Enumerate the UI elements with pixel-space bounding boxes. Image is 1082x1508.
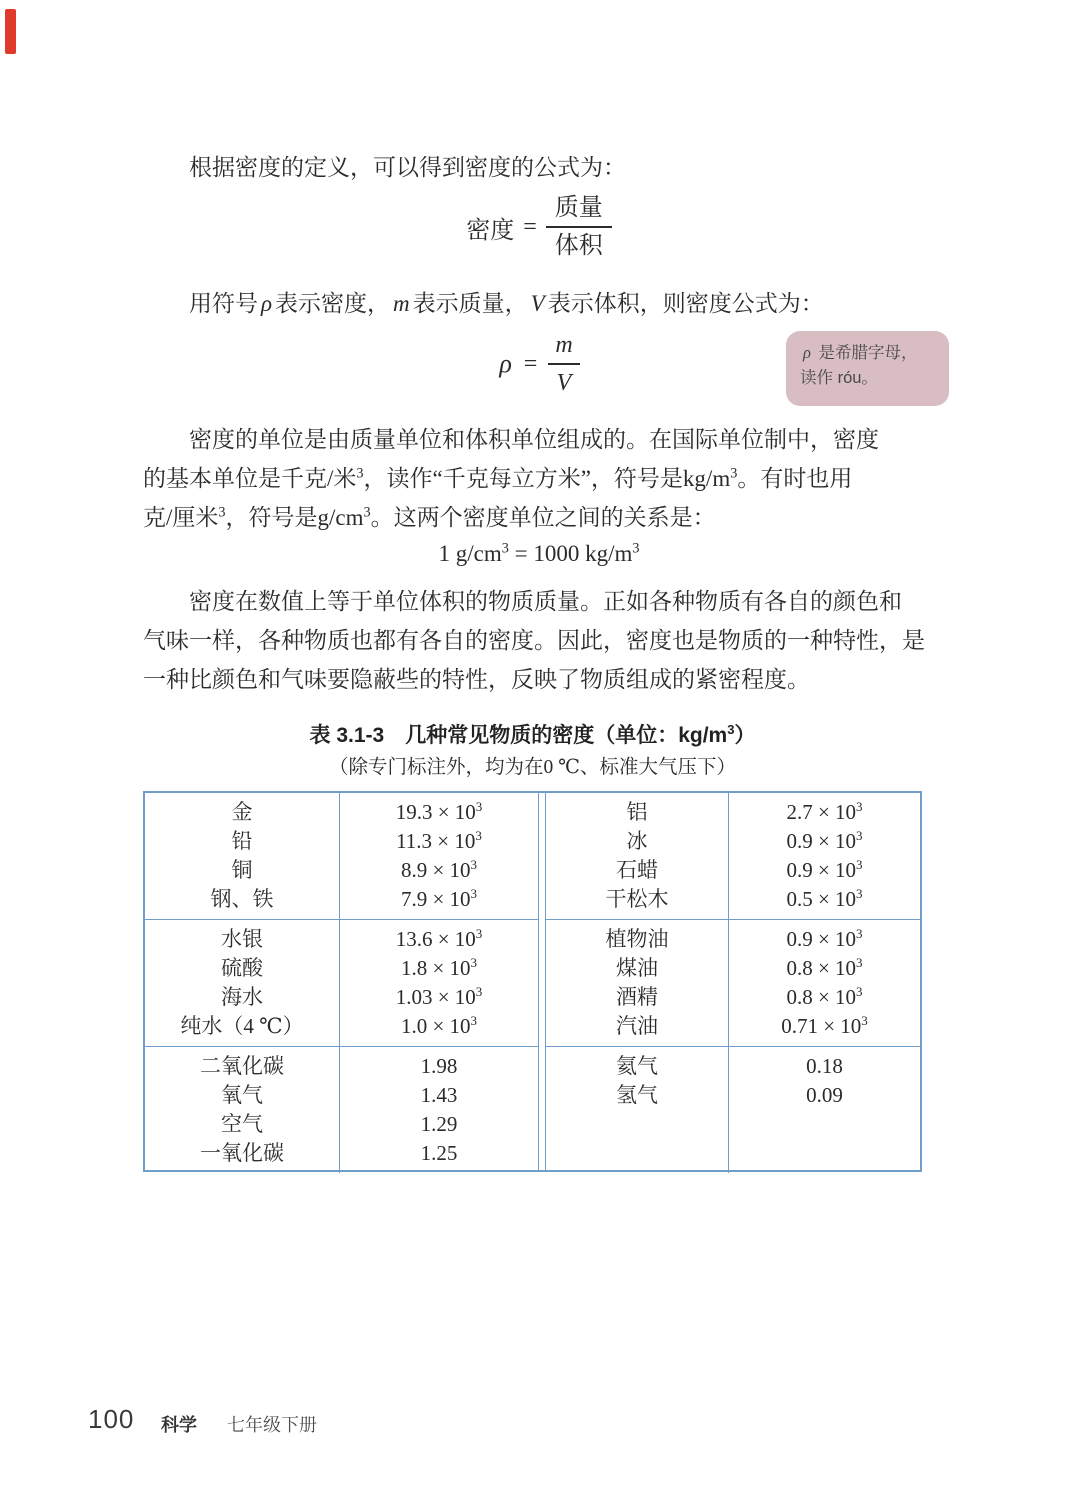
fraction-denominator: V (548, 363, 581, 398)
table-column (340, 920, 538, 1046)
substance-name: 石蜡 (616, 858, 658, 882)
substance-name: 冰 (626, 829, 648, 853)
text-line: 气味一样，各种物质也都有各自的密度。因此，密度也是物质的一种特性，是 (143, 628, 925, 653)
table-column (340, 1047, 538, 1173)
substance-name: 汽油 (616, 1014, 658, 1038)
table-column (546, 920, 729, 1046)
paragraph-symbols: 用符号 ρ 表示密度， m 表示质量， V 表示体积，则密度公式为： (189, 291, 824, 316)
footer-subject: 科学 (161, 1415, 197, 1435)
density-value (729, 1110, 920, 1139)
substance-name (546, 1110, 728, 1139)
substance-name: 氢气 (616, 1083, 658, 1107)
substance-name: 煤油 (616, 956, 658, 980)
rho-symbol: ρ (499, 349, 512, 378)
fraction-numerator: 质量 (554, 195, 603, 221)
table-column (729, 1047, 920, 1173)
density-value: $0.9 \times 10^3$ (786, 828, 863, 853)
paragraph-density-definition: 根据密度的定义，可以得到密度的公式为： (189, 155, 626, 180)
density-value: 1.98 (420, 1054, 458, 1078)
density-table-left-half (145, 793, 538, 1170)
density-value: $0.9 \times 10^3$ (786, 926, 863, 951)
fraction (546, 330, 581, 398)
substance-name: 空气 (221, 1112, 263, 1136)
table-block (145, 1047, 538, 1173)
callout-line: 读作 róu。 (800, 369, 878, 387)
density-value: $2.7 \times 10^3$ (786, 799, 863, 824)
equals-sign: = (523, 213, 537, 240)
substance-name: 酒精 (616, 985, 658, 1009)
fraction-numerator: m (555, 332, 573, 358)
table-column (546, 793, 729, 919)
text-line: 密度的单位是由质量单位和体积单位组成的。在国际单位制中，密度 (189, 427, 879, 452)
density-value: $0.8 \times 10^3$ (786, 955, 863, 980)
density-value: $11.3 \times 10^3$ (396, 828, 482, 853)
substance-name: 金 (231, 800, 253, 824)
substance-name (546, 1139, 728, 1168)
fraction (546, 193, 612, 261)
density-value: $0.5 \times 10^3$ (786, 886, 863, 911)
table-column (729, 793, 920, 919)
substance-name: 水银 (221, 927, 263, 951)
substance-name: 一氧化碳 (200, 1141, 284, 1165)
table-subcaption: （除专门标注外，均为在0 ℃、标准大气压下） (329, 757, 736, 778)
equals-sign: = (523, 350, 538, 377)
substance-name: 氦气 (616, 1054, 658, 1078)
density-value: $0.71 \times 10^3$ (781, 1013, 868, 1038)
density-value: $0.9 \times 10^3$ (786, 857, 863, 882)
table-block (546, 793, 920, 920)
density-table-right-half (546, 793, 920, 1170)
density-value: 0.18 (806, 1054, 843, 1078)
substance-name: 二氧化碳 (200, 1054, 284, 1078)
density-table (143, 791, 922, 1172)
paragraph-units (143, 420, 935, 537)
page-number: 100 (88, 1404, 135, 1434)
density-value: $1.03 \times 10^3$ (395, 984, 483, 1009)
table-block (145, 793, 538, 920)
density-value: 1.43 (420, 1083, 458, 1107)
text-line: 克/厘米$^3$，符号是$g/cm^3$。这两个密度单位之间的关系是： (143, 504, 716, 530)
density-value: 1.25 (420, 1141, 458, 1165)
table-column (145, 793, 340, 919)
table-column (145, 920, 340, 1046)
table-block (546, 1047, 920, 1173)
density-value: 0.09 (806, 1083, 843, 1107)
formula-lhs: 密度 (466, 217, 515, 244)
substance-name: 干松木 (605, 887, 669, 911)
table-block (145, 920, 538, 1047)
footer-book-title: 七年级下册 (227, 1415, 317, 1435)
density-value: 1.29 (420, 1112, 458, 1136)
density-value: $13.6 \times 10^3$ (395, 926, 483, 951)
page-edge-red-tab (5, 9, 16, 54)
substance-name: 硫酸 (221, 956, 263, 980)
table-caption: 表 3.1-3 几种常见物质的密度（单位：$kg/m^3$） (309, 722, 756, 747)
rho-pronunciation-callout (786, 331, 949, 406)
substance-name: 铜 (231, 858, 253, 882)
substance-name: 海水 (221, 985, 263, 1009)
formula-density-chinese (143, 193, 935, 261)
density-value: $19.3 \times 10^3$ (395, 799, 483, 824)
density-value (729, 1139, 920, 1168)
substance-name: 钢、铁 (210, 887, 274, 911)
table-column (340, 793, 538, 919)
density-value: $8.9 \times 10^3$ (400, 857, 478, 882)
substance-name: 植物油 (605, 927, 669, 951)
density-value: $7.9 \times 10^3$ (400, 886, 478, 911)
substance-name: 纯水（4 ℃） (180, 1014, 304, 1038)
unit-conversion-equation: 1 $g/cm^3 = 1000$ $kg/m^3$ (438, 540, 640, 566)
table-column (145, 1047, 340, 1173)
density-value: $1.0 \times 10^3$ (400, 1013, 478, 1038)
density-value: $0.8 \times 10^3$ (786, 984, 863, 1009)
substance-name: 氧气 (221, 1083, 263, 1107)
text-line: 一种比颜色和气味要隐蔽些的特性，反映了物质组成的紧密程度。 (143, 667, 810, 692)
table-middle-divider (538, 793, 546, 1170)
text-line: 的基本单位是千克/米$^3$，读作“千克每立方米”，符号是$kg/m^3$。有时也用 (143, 465, 853, 491)
table-column (729, 920, 920, 1046)
substance-name: 铝 (626, 800, 648, 824)
density-value: $1.8 \times 10^3$ (400, 955, 478, 980)
fraction-denominator: 体积 (546, 226, 612, 261)
table-column (546, 1047, 729, 1173)
text-line: 密度在数值上等于单位体积的物质质量。正如各种物质有各自的颜色和 (189, 589, 902, 614)
callout-line: ρ 是希腊字母， (803, 343, 918, 362)
table-block (546, 920, 920, 1047)
substance-name: 铅 (231, 829, 253, 853)
paragraph-property (143, 582, 935, 699)
